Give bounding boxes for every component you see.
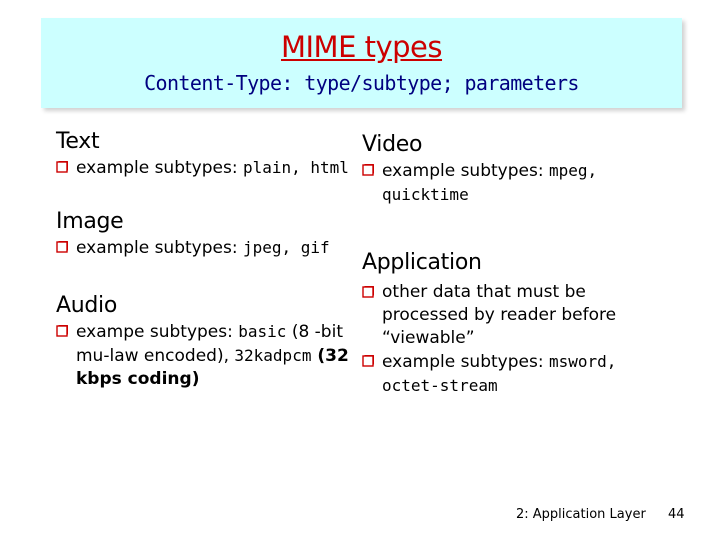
left-column (56, 128, 356, 391)
section-heading-text: Text (56, 129, 100, 154)
checkbox-bullet-icon (362, 164, 374, 176)
section-heading-video: Video (362, 132, 423, 157)
item-text: example subtypes: (76, 238, 243, 258)
section-heading-image: Image (56, 209, 124, 234)
item-code: 32kadpcm (234, 346, 312, 365)
list-item (56, 320, 356, 391)
item-code: msword, octet-stream (382, 352, 617, 395)
item-text: example subtypes: (76, 158, 243, 178)
list-item (362, 159, 662, 207)
section-video (362, 131, 662, 207)
list-item (56, 156, 356, 180)
header-box (41, 18, 682, 108)
item-code: plain, html (242, 158, 349, 177)
checkbox-bullet-icon (56, 161, 68, 173)
item-code: basic (238, 322, 287, 341)
item-text: other data that must be processed by reader before “viewable” (382, 282, 617, 348)
item-text-bold: (32 kbps coding) (76, 346, 349, 389)
item-text: exampe subtypes: (76, 322, 239, 342)
item-text-mid: (8 -bit mu-law encoded), (76, 322, 343, 366)
page-title: MIME types (280, 30, 443, 64)
item-code: mpeg, quicktime (382, 161, 598, 204)
item-text: example subtypes: (382, 352, 549, 372)
section-heading-application: Application (362, 250, 482, 275)
checkbox-bullet-icon (362, 286, 374, 298)
checkbox-bullet-icon (362, 355, 374, 367)
section-image (56, 208, 356, 260)
list-item (362, 350, 662, 398)
item-code: jpeg, gif (242, 238, 330, 257)
page-number: 44 (668, 507, 685, 522)
page-subtitle: Content-Type: type/subtype; parameters (144, 71, 579, 95)
section-application (362, 249, 662, 398)
checkbox-bullet-icon (56, 325, 68, 337)
section-audio (56, 292, 356, 391)
list-item (362, 281, 662, 350)
item-text: example subtypes: (382, 161, 549, 181)
checkbox-bullet-icon (56, 241, 68, 253)
right-column (362, 131, 662, 398)
list-item (56, 236, 356, 260)
section-heading-audio: Audio (56, 293, 118, 318)
section-text (56, 128, 356, 180)
footer-label: 2: Application Layer (516, 507, 646, 522)
